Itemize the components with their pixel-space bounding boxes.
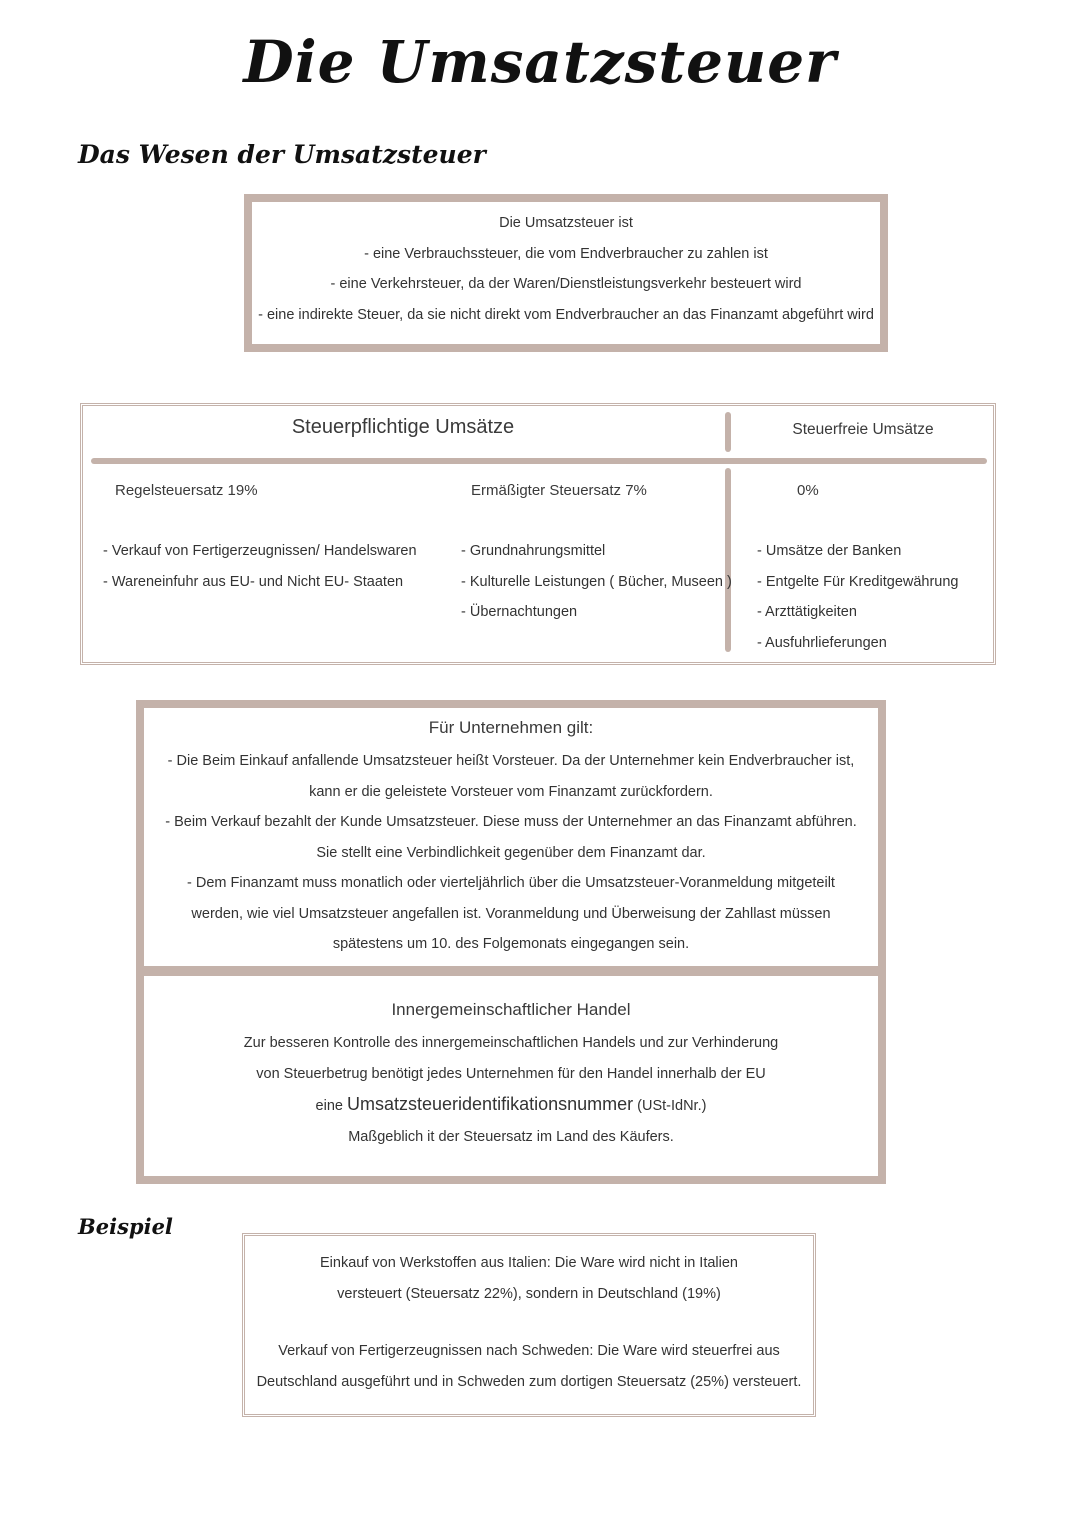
wesen-line: - eine Verbrauchssteuer, die vom Endverbraucher zu zahlen ist xyxy=(364,245,768,262)
col1-heading: Regelsteuersatz 19% xyxy=(115,482,258,499)
col3-list xyxy=(757,536,959,658)
beispiel-line: Verkauf von Fertigerzeugnissen nach Schweden: Die Ware wird steuerfrei aus xyxy=(278,1343,780,1359)
header-steuerfrei: Steuerfreie Umsätze xyxy=(792,421,934,438)
handel-line: von Steuerbetrug benötigt jedes Unternehmen für den Handel innerhalb der EU xyxy=(256,1065,766,1082)
handel-line: Maßgeblich it der Steuersatz im Land des Käufers. xyxy=(348,1128,674,1145)
handel-line-suffix: (USt-IdNr.) xyxy=(637,1098,707,1114)
umsaetze-table xyxy=(80,403,996,665)
unternehmen-line: werden, wie viel Umsatzsteuer angefallen ist. Voranmeldung und Überweisung der Zahllast müssen xyxy=(191,905,831,922)
unternehmen-line: - Die Beim Einkauf anfallende Umsatzsteuer heißt Vorsteuer. Da der Unternehmer kein Endverbraucher ist, xyxy=(167,753,855,769)
handel-box xyxy=(136,966,886,1184)
list-item: - Grundnahrungsmittel xyxy=(461,543,606,559)
page-title: Die Umsatzsteuer xyxy=(243,28,837,96)
wesen-line: - eine indirekte Steuer, da sie nicht direkt vom Endverbraucher an das Finanzamt abgeführt wird xyxy=(258,306,874,323)
header-steuerpflichtig: Steuerpflichtige Umsätze xyxy=(291,416,515,438)
list-item: - Umsätze der Banken xyxy=(757,543,902,559)
list-item: - Ausfuhrlieferungen xyxy=(757,634,887,651)
unternehmen-heading: Für Unternehmen gilt: xyxy=(428,718,594,737)
list-item: - Wareneinfuhr aus EU- und Nicht EU- Staaten xyxy=(103,573,404,590)
handel-line-ustidnr xyxy=(142,1089,880,1122)
list-item: - Übernachtungen xyxy=(461,604,578,620)
wesen-box xyxy=(244,194,888,352)
unternehmen-line: - Beim Verkauf bezahlt der Kunde Umsatzsteuer. Diese muss der Unternehmer an das Finanzamt abführen. xyxy=(165,814,857,830)
beispiel-line: Einkauf von Werkstoffen aus Italien: Die Ware wird nicht in Italien xyxy=(319,1255,738,1271)
list-item: - Entgelte Für Kreditgewährung xyxy=(757,573,959,590)
handel-line-prefix: eine xyxy=(315,1098,343,1114)
wesen-line: - eine Verkehrsteuer, da der Waren/Dienstleistungsverkehr besteuert wird xyxy=(330,276,802,292)
beispiel-box xyxy=(242,1233,816,1417)
handel-heading: Innergemeinschaftlicher Handel xyxy=(391,1000,631,1019)
unternehmen-line: spätestens um 10. des Folgemonats eingegangen sein. xyxy=(332,936,690,952)
unternehmen-line: Sie stellt eine Verbindlichkeit gegenüber dem Finanzamt dar. xyxy=(316,844,706,861)
section-heading-wesen: Das Wesen der Umsatzsteuer xyxy=(78,140,486,169)
col2-list xyxy=(461,536,732,628)
beispiel-line: versteuert (Steuersatz 22%), sondern in Deutschland (19%) xyxy=(337,1285,721,1302)
beispiel-heading: Beispiel xyxy=(78,1214,173,1239)
unternehmen-line: kann er die geleistete Vorsteuer vom Finanzamt zurückfordern. xyxy=(309,783,713,800)
col3-heading: 0% xyxy=(797,482,819,499)
wesen-line: Die Umsatzsteuer ist xyxy=(499,215,633,231)
list-item: - Arzttätigkeiten xyxy=(757,604,857,620)
beispiel-line: Deutschland ausgeführt und in Schweden zum dortigen Steuersatz (25%) versteuert. xyxy=(256,1373,802,1390)
ustidnr-term: Umsatzsteueridentifikationsnummer xyxy=(347,1094,634,1114)
col1-list xyxy=(103,536,417,597)
unternehmen-box xyxy=(136,700,886,976)
list-item: - Kulturelle Leistungen ( Bücher, Museen ) xyxy=(461,573,732,590)
list-item: - Verkauf von Fertigerzeugnissen/ Handelswaren xyxy=(103,543,417,559)
handel-line: Zur besseren Kontrolle des innergemeinschaftlichen Handels und zur Verhinderung xyxy=(243,1035,779,1051)
unternehmen-line: - Dem Finanzamt muss monatlich oder vierteljährlich über die Umsatzsteuer-Voranmeldung mitgeteilt xyxy=(187,875,835,891)
col2-heading: Ermäßigter Steuersatz 7% xyxy=(471,482,647,499)
